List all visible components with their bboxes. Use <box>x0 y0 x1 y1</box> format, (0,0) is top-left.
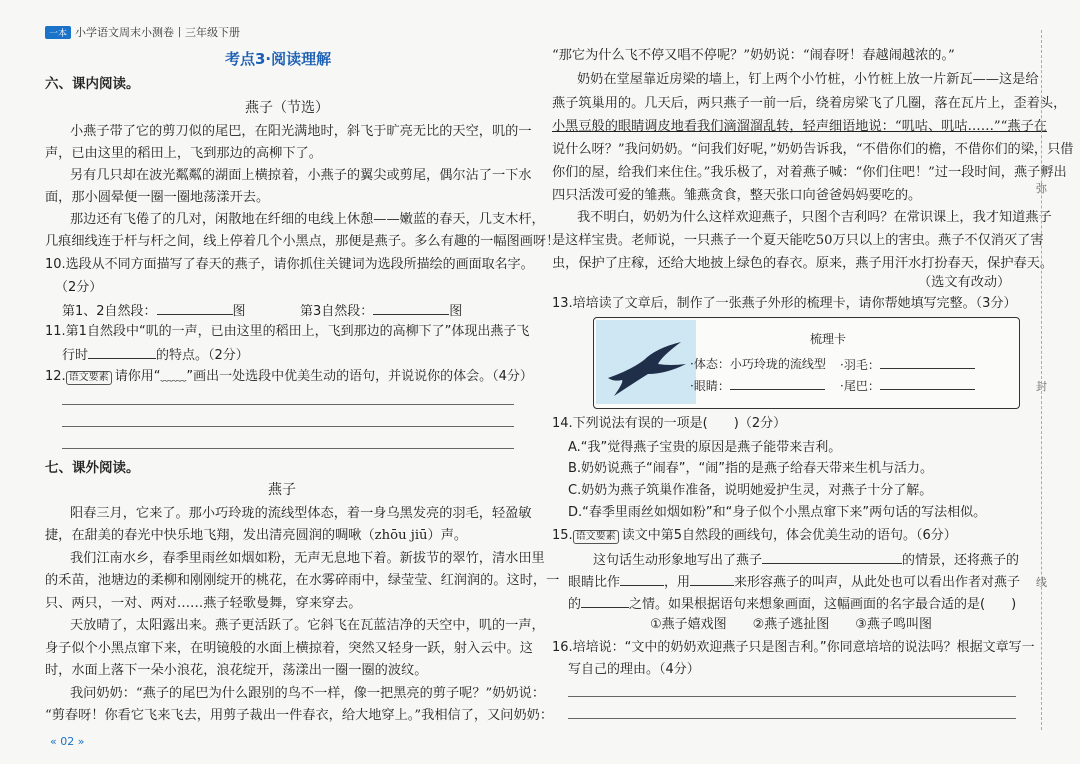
yuwen-tag: 语文要素 <box>573 530 619 544</box>
passage1-line: 那边还有飞倦了的几对，闲散地在纤细的电线上休憩——嫩蓝的春天，几支木杆， <box>70 212 545 227</box>
q15-l2-c: 来形容燕子的叫声，从此处也可以看出作者对燕子 <box>734 575 1021 590</box>
q11-pre: 行时 <box>62 348 89 363</box>
q15-num: 15. <box>552 528 573 543</box>
section-7-heading: 七、课外阅读。 <box>45 460 140 476</box>
passage2-line: 捷，在甜美的春光中快乐地飞翔，发出清亮圆润的啁啾（zhōu jiū）声。 <box>45 528 468 543</box>
passage2-line: 你们的屋，给我们来住住。”我乐极了，对着燕子喊：“你们住吧！”过一段时间，燕子孵出 <box>552 165 1067 180</box>
passage1-line: 几痕细线连于杆与杆之间，线上停着几个小黑点，那便是燕子。多么有趣的一幅图画呀！ <box>45 234 560 249</box>
passage2-line: 四只活泼可爱的雏燕。雏燕贪食，整天张口向爸爸妈妈要吃的。 <box>552 188 922 203</box>
question-10-blank-b <box>300 302 462 320</box>
card-title: 梳理卡 <box>810 332 847 346</box>
question-16-line2: 写自己的理由。（4分） <box>568 662 700 677</box>
question-15 <box>552 528 957 544</box>
passage2-line: 我问奶奶：“燕子的尾巴为什么跟别的鸟不一样，像一把黑亮的剪子呢？”奶奶说： <box>70 686 546 701</box>
swallow-image <box>596 320 696 404</box>
passage2-line: 阳春三月，它来了。那小巧玲珑的流线型体态，着一身乌黑发亮的羽毛，轻盈敏 <box>70 506 532 521</box>
header-title: 小学语文周末小测卷丨三年级下册 <box>75 26 241 39</box>
card-feather <box>840 356 975 373</box>
q15-l1-pre: 这句话生动形象地写出了燕子 <box>593 553 763 568</box>
passage2-line-underlined: 小黑豆般的眼睛调皮地看我们滴溜溜乱转，轻声细语地说：“叽咕、叽咕……”“燕子在 <box>552 119 1047 134</box>
question-13: 13.培培读了文章后，制作了一张燕子外形的梳理卡，请你帮她填写完整。（3分） <box>552 296 1017 311</box>
q10-a-label: 第1、2自然段： <box>62 304 157 319</box>
answer-line[interactable] <box>568 718 1016 719</box>
question-10: 10.选段从不同方面描写了春天的燕子，请你抓住关键词为选段所描绘的画面取名字。 <box>45 257 534 272</box>
q15-line2 <box>568 573 1020 591</box>
option-b[interactable]: B.奶奶说燕子“闹春”，“闹”指的是燕子给春天带来生机与活力。 <box>568 461 933 476</box>
q15-l3-b: 之情。如果根据语句来想象画面，这幅画面的名字最合适的是( ) <box>629 597 1017 612</box>
feather-label: ·羽毛： <box>840 358 880 372</box>
answer-blank[interactable] <box>157 302 233 315</box>
passage2-line: 燕子筑巢用的。几天后，两只燕子一前一后，绕着房梁飞了几圈，落在瓦片上，歪着头， <box>552 96 1067 111</box>
q15-line3 <box>568 595 1016 613</box>
passage2-line: 身子似个小黑点窜下来，在明镜般的水面上横掠着，突然又轻身一跃，射入云中。这 <box>45 641 533 656</box>
passage2-line: 说什么呀？”我问奶奶。“问我们好呢，”奶奶告诉我，“不借你们的檐，不借你们的梁，只借 <box>552 142 1074 157</box>
passage1-line: 面，那小圆晕便一圈一圈地荡漾开去。 <box>45 190 270 205</box>
card-tail <box>840 377 975 394</box>
q15-line1 <box>593 551 1019 569</box>
q15-l3-a: 的 <box>568 597 582 612</box>
passage2-line: 天放晴了，太阳露出来。燕子更活跃了。它斜飞在瓦蓝洁净的天空中，叽的一声， <box>70 618 545 633</box>
q12-num: 12. <box>45 369 66 384</box>
passage2-title: 燕子 <box>268 482 296 498</box>
q10-b-suffix: 图 <box>449 304 463 319</box>
q10-a-suffix: 图 <box>232 304 246 319</box>
passage2-line: 的禾苗，池塘边的柔柳和刚刚绽开的桃花，在水雾碎雨中，绿莹莹、红润润的。这时，一 <box>45 573 560 588</box>
source-note: （选文有改动） <box>918 275 1011 290</box>
answer-blank[interactable] <box>581 595 629 608</box>
binding-mark: 弥 <box>1036 182 1047 195</box>
answer-line[interactable] <box>62 448 514 449</box>
passage1-title: 燕子（节选） <box>245 100 329 116</box>
passage2-line: 我不明白，奶奶为什么这样欢迎燕子，只图个吉利吗？在常识课上，我才知道燕子 <box>577 210 1052 225</box>
yuwen-tag: 语文要素 <box>66 371 112 385</box>
passage2-line: 我们江南水乡，春季里雨丝如烟如粉，无声无息地下着。新拔节的翠竹，清水田里 <box>70 551 545 566</box>
q15-l1-post: 的情景，还将燕子的 <box>902 553 1020 568</box>
passage1-line: 另有几只却在波光粼粼的湖面上横掠着，小燕子的翼尖或剪尾，偶尔沾了一下水 <box>70 168 532 183</box>
answer-line[interactable] <box>62 404 514 405</box>
passage2-line: 虫，保护了庄稼，还给大地披上绿色的春衣。原来，燕子用汗水打扮春天，保护春天。 <box>552 256 1054 271</box>
answer-blank[interactable] <box>880 377 975 390</box>
passage1-line: 小燕子带了它的剪刀似的尾巴，在阳光满地时，斜飞于旷亮无比的天空，叽的一 <box>70 124 532 139</box>
answer-line[interactable] <box>62 426 514 427</box>
question-14: 14.下列说法有误的一项是( )（2分） <box>552 416 787 431</box>
answer-blank[interactable] <box>690 573 734 586</box>
option-a[interactable]: A.“我”觉得燕子宝贵的原因是燕子能带来吉利。 <box>568 440 842 455</box>
topic-title: 考点3·阅读理解 <box>225 50 332 68</box>
question-11-line2 <box>62 346 249 364</box>
card-eyes <box>690 377 825 394</box>
answer-blank[interactable] <box>730 377 825 390</box>
q15-l2-a: 眼睛比作 <box>568 575 621 590</box>
answer-blank[interactable] <box>762 551 902 564</box>
card-body-shape: ·体态：小巧玲珑的流线型 <box>690 357 826 371</box>
q15-l2-b: ，用 <box>664 575 691 590</box>
page-number-value: 02 <box>60 735 75 748</box>
q15-choices[interactable]: ①燕子嬉戏图 ②燕子逃扯图 ③燕子鸣叫图 <box>650 617 932 632</box>
question-11: 11.第1自然段中“叽的一声，已由这里的稻田上，飞到那边的高柳下了”体现出燕子飞 <box>45 324 530 339</box>
answer-blank[interactable] <box>373 302 449 315</box>
q11-post: 的特点。（2分） <box>156 348 249 363</box>
binding-line <box>1041 30 1042 730</box>
passage2-line: “那它为什么飞不停又唱不停呢？”奶奶说：“闹春呀！春越闹越浓的。” <box>552 48 955 63</box>
passage2-line: 奶奶在堂屋靠近房梁的墙上，钉上两个小竹桩，小竹桩上放一片新瓦——这是给 <box>577 72 1039 87</box>
eyes-label: ·眼睛： <box>690 379 730 393</box>
answer-line[interactable] <box>568 696 1016 697</box>
answer-blank[interactable] <box>880 356 975 369</box>
q15-text: 读文中第5自然段的画线句，体会优美生动的语句。（6分） <box>621 528 957 543</box>
tail-label: ·尾巴： <box>840 379 880 393</box>
passage2-line: “剪春呀！你看它飞来飞去，用剪子裁出一件春衣，给大地穿上。”我相信了，又问奶奶： <box>45 708 554 723</box>
question-10-blank-a <box>62 302 246 320</box>
header <box>45 24 240 40</box>
swallow-icon <box>596 320 696 404</box>
q10-b-label: 第3自然段： <box>300 304 374 319</box>
binding-mark: 线 <box>1036 576 1047 589</box>
answer-blank[interactable] <box>620 573 664 586</box>
question-16: 16.培培说：“文中的奶奶欢迎燕子只是图吉利。”你同意培培的说法吗？根据文章写一 <box>552 640 1035 655</box>
passage2-line: 只、两只，一对、两对……燕子轻歌曼舞，穿来穿去。 <box>45 596 362 611</box>
page-number: « 02 » <box>50 735 85 748</box>
option-d[interactable]: D.“春季里雨丝如烟如粉”和“身子似个小黑点窜下来”两句话的写法相似。 <box>568 505 987 520</box>
answer-blank[interactable] <box>88 346 156 359</box>
question-12 <box>45 369 533 385</box>
question-10-score: （2分） <box>55 280 103 295</box>
option-c[interactable]: C.奶奶为燕子筑巢作准备，说明她爱护生灵，对燕子十分了解。 <box>568 483 933 498</box>
passage2-line: 时，水面上落下一朵小浪花，浪花绽开，荡漾出一圈一圈的波纹。 <box>45 663 428 678</box>
q12-text: 请你用“﹏﹏”画出一处选段中优美生动的语句，并说说你的体会。（4分） <box>114 369 533 384</box>
section-6-heading: 六、课内阅读。 <box>45 76 140 92</box>
brand-logo: 一本 <box>45 26 71 39</box>
passage1-line: 声，已由这里的稻田上，飞到那边的高柳下了。 <box>45 146 322 161</box>
binding-mark: 封 <box>1036 380 1047 393</box>
passage2-line: 是这样宝贵。老师说，一只燕子一个夏天能吃50万只以上的害虫。燕子不仅消灭了害 <box>552 233 1044 248</box>
